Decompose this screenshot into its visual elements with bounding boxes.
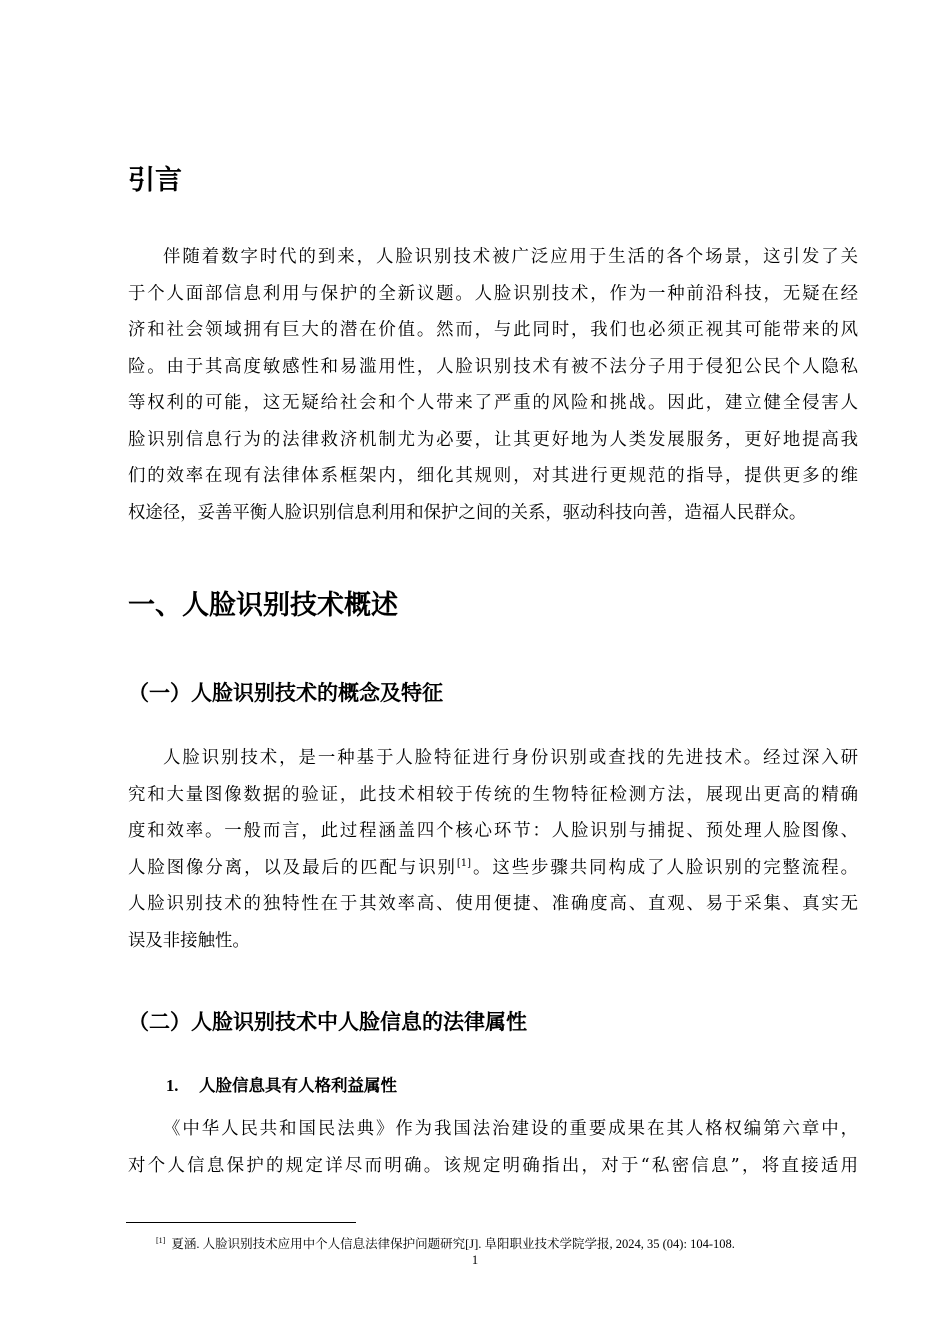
intro-paragraph [128,239,858,531]
paragraph-line: 险。由于其高度敏感性和易滥用性，人脸识别技术有被不法分子用于侵犯公民个人隐私 [128,356,858,377]
paragraph-line-with-citation [128,850,858,887]
paragraph-line: 人脸识别技术，是一种基于人脸特征进行身份识别或查找的先进技术。经过深入研 [163,748,858,768]
paragraph-line: 究和大量图像数据的验证，此技术相较于传统的生物特征检测方法，展现出更高的精确 [128,784,858,805]
subsection2-heading: （二）人脸识别技术中人脸信息的法律属性 [128,1010,527,1034]
paragraph-line: 度和效率。一般而言，此过程涵盖四个核心环节：人脸识别与捕捉、预处理人脸图像、 [128,821,858,841]
paragraph-line: 济和社会领域拥有巨大的潜在价值。然而，与此同时，我们也必须正视其可能带来的风 [128,320,858,340]
paragraph-line: 误及非接触性。 [128,930,250,951]
footnote-marker: [1] [156,1236,166,1245]
paragraph-line: 等权利的可能，这无疑给社会和个人带来了严重的风险和挑战。因此，建立健全侵害人 [128,393,858,413]
footnote-separator [126,1222,356,1223]
paragraph-line: 于个人面部信息利用与保护的全新议题。人脸识别技术，作为一种前沿科技，无疑在经 [128,283,858,304]
paragraph-line: 《中华人民共和国民法典》作为我国法治建设的重要成果在其人格权编第六章中， [163,1119,858,1139]
footnote-text: 夏涵. 人脸识别技术应用中个人信息法律保护问题研究[J]. 阜阳职业技术学院学报, 2024, 35 (04): 104-108. [171,1237,735,1251]
paragraph-line: 伴随着数字时代的到来，人脸识别技术被广泛应用于生活的各个场景，这引发了关 [163,247,858,267]
item1-heading [166,1074,397,1098]
subsection2-paragraph [128,1111,858,1184]
line-text: 。这些步骤共同构成了人脸识别的完整流程。 [471,857,858,878]
paragraph-line: 对个人信息保护的规定详尽而明确。该规定明确指出，对于“私密信息”，将直接适用 [128,1155,858,1176]
footnote [156,1236,735,1252]
paragraph-line: 人脸识别技术的独特性在于其效率高、使用便捷、准确度高、直观、易于采集、真实无 [128,894,858,914]
page-number: 1 [471,1253,479,1267]
section1-heading: 一、人脸识别技术概述 [128,590,398,621]
item-title: 人脸信息具有人格利益属性 [199,1076,397,1095]
paragraph-line: 们的效率在现有法律体系框架内，细化其规则，对其进行更规范的指导，提供更多的维 [128,466,858,486]
intro-heading: 引言 [128,165,182,196]
paragraph-line: 脸识别信息行为的法律救济机制尤为必要，让其更好地为人类发展服务，更好地提高我 [128,429,858,450]
subsection1-heading: （一）人脸识别技术的概念及特征 [128,681,443,705]
item-number: 1. [166,1076,179,1095]
paragraph-line: 权途径，妥善平衡人脸识别信息利用和保护之间的关系，驱动科技向善，造福人民群众。 [128,502,807,523]
line-text: 人脸图像分离，以及最后的匹配与识别 [128,857,457,878]
subsection1-paragraph [128,740,858,959]
citation-marker[interactable]: [1] [456,857,472,869]
